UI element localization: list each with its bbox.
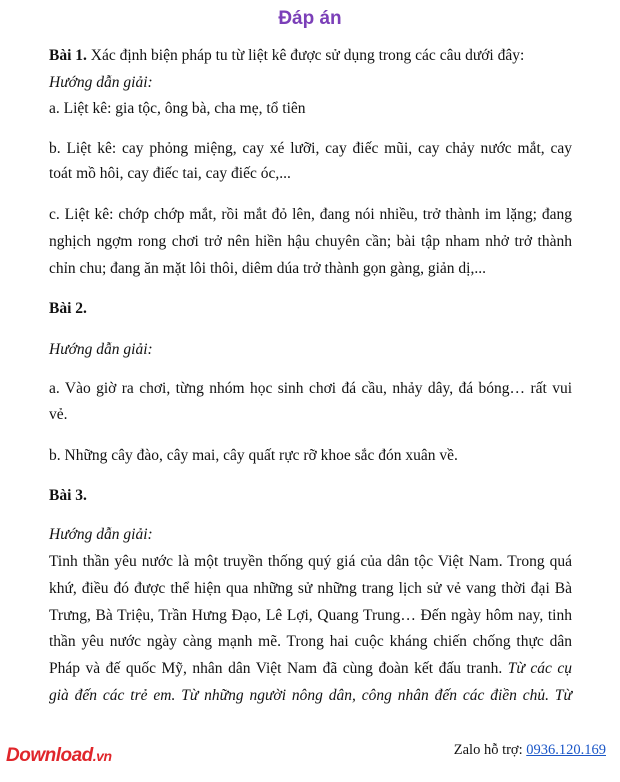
- bai1-answer-a: a. Liệt kê: gia tộc, ông bà, cha mẹ, tổ tiên: [49, 100, 306, 117]
- bai1-answer-b-line1: b. Liệt kê: cay phỏng miệng, cay xé lưỡi, cay điếc mũi, cay chảy nước mắt, cay: [49, 140, 572, 157]
- bai3-paragraph-line6: già đến các trẻ em. Từ những người nông dân, công nhân đến các điền chủ. Từ: [49, 687, 572, 704]
- bai2-answer-b: b. Những cây đào, cây mai, cây quất rực rỡ khoe sắc đón xuân về.: [49, 447, 458, 464]
- bai3-paragraph-line4: thần yêu nước ngày càng mạnh mẽ. Trong hai cuộc kháng chiến chống thực dân: [49, 633, 572, 650]
- zalo-phone-link[interactable]: 0936.120.169: [526, 742, 606, 758]
- bai3-paragraph-line5-italic: Từ các cụ: [507, 660, 572, 677]
- bai3-paragraph-line1: Tinh thần yêu nước là một truyền thống quý giá của dân tộc Việt Nam. Trong quá: [49, 553, 572, 570]
- page-title: Đáp án: [278, 8, 342, 29]
- bai3-label: Bài 3.: [49, 487, 87, 504]
- bai2-label: Bài 2.: [49, 300, 87, 317]
- download-logo[interactable]: [6, 745, 112, 767]
- bai1-question: Xác định biện pháp tu từ liệt kê được sử dụng trong các câu dưới đây:: [90, 47, 525, 64]
- bai3-paragraph-line2: khứ, điều đó được thể hiện qua những sử những trang lịch sử vẻ vang thời đại Bà: [49, 580, 572, 597]
- bai3-guide: Hướng dẫn giải:: [49, 526, 153, 543]
- bai1-question-line: [49, 46, 572, 66]
- bai3-paragraph-line5: [49, 659, 572, 679]
- bai1-guide: Hướng dẫn giải:: [49, 74, 153, 91]
- bai3-paragraph-line3: Trưng, Bà Triệu, Trần Hưng Đạo, Lê Lợi, Quang Trung… Đến ngày hôm nay, tinh: [49, 607, 572, 624]
- logo-main-text: Download: [6, 745, 93, 766]
- bai1-answer-b-line2: toát mồ hôi, cay điếc tai, cay điếc óc,...: [49, 165, 291, 182]
- bai3-paragraph-line5-normal: Pháp và đế quốc Mỹ, nhân dân Việt Nam đã cùng đoàn kết đấu tranh.: [49, 660, 503, 677]
- bai1-label: Bài 1.: [49, 47, 87, 64]
- bai2-answer-a-line1: a. Vào giờ ra chơi, từng nhóm học sinh chơi đá cầu, nhảy dây, đá bóng… rất vui: [49, 380, 572, 397]
- bai1-answer-c-line1: c. Liệt kê: chớp chớp mắt, rồi mắt đỏ lên, đang nói nhiều, trở thành im lặng; đang: [49, 206, 572, 223]
- zalo-support: [454, 742, 606, 759]
- bai1-answer-c-line2: nghịch ngợm rong chơi trở nên hiền hậu chuyên cần; bài tập nham nhở trở thành: [49, 233, 572, 250]
- zalo-label: Zalo hỗ trợ:: [453, 742, 523, 758]
- bai2-answer-a-line2: vẻ.: [49, 406, 68, 423]
- logo-suffix-text: .vn: [92, 748, 112, 764]
- bai1-answer-c-line3: chỉn chu; đang ăn mặt lôi thôi, diêm dúa trở thành gọn gàng, giản dị,...: [49, 260, 486, 277]
- bai2-guide: Hướng dẫn giải:: [49, 341, 153, 358]
